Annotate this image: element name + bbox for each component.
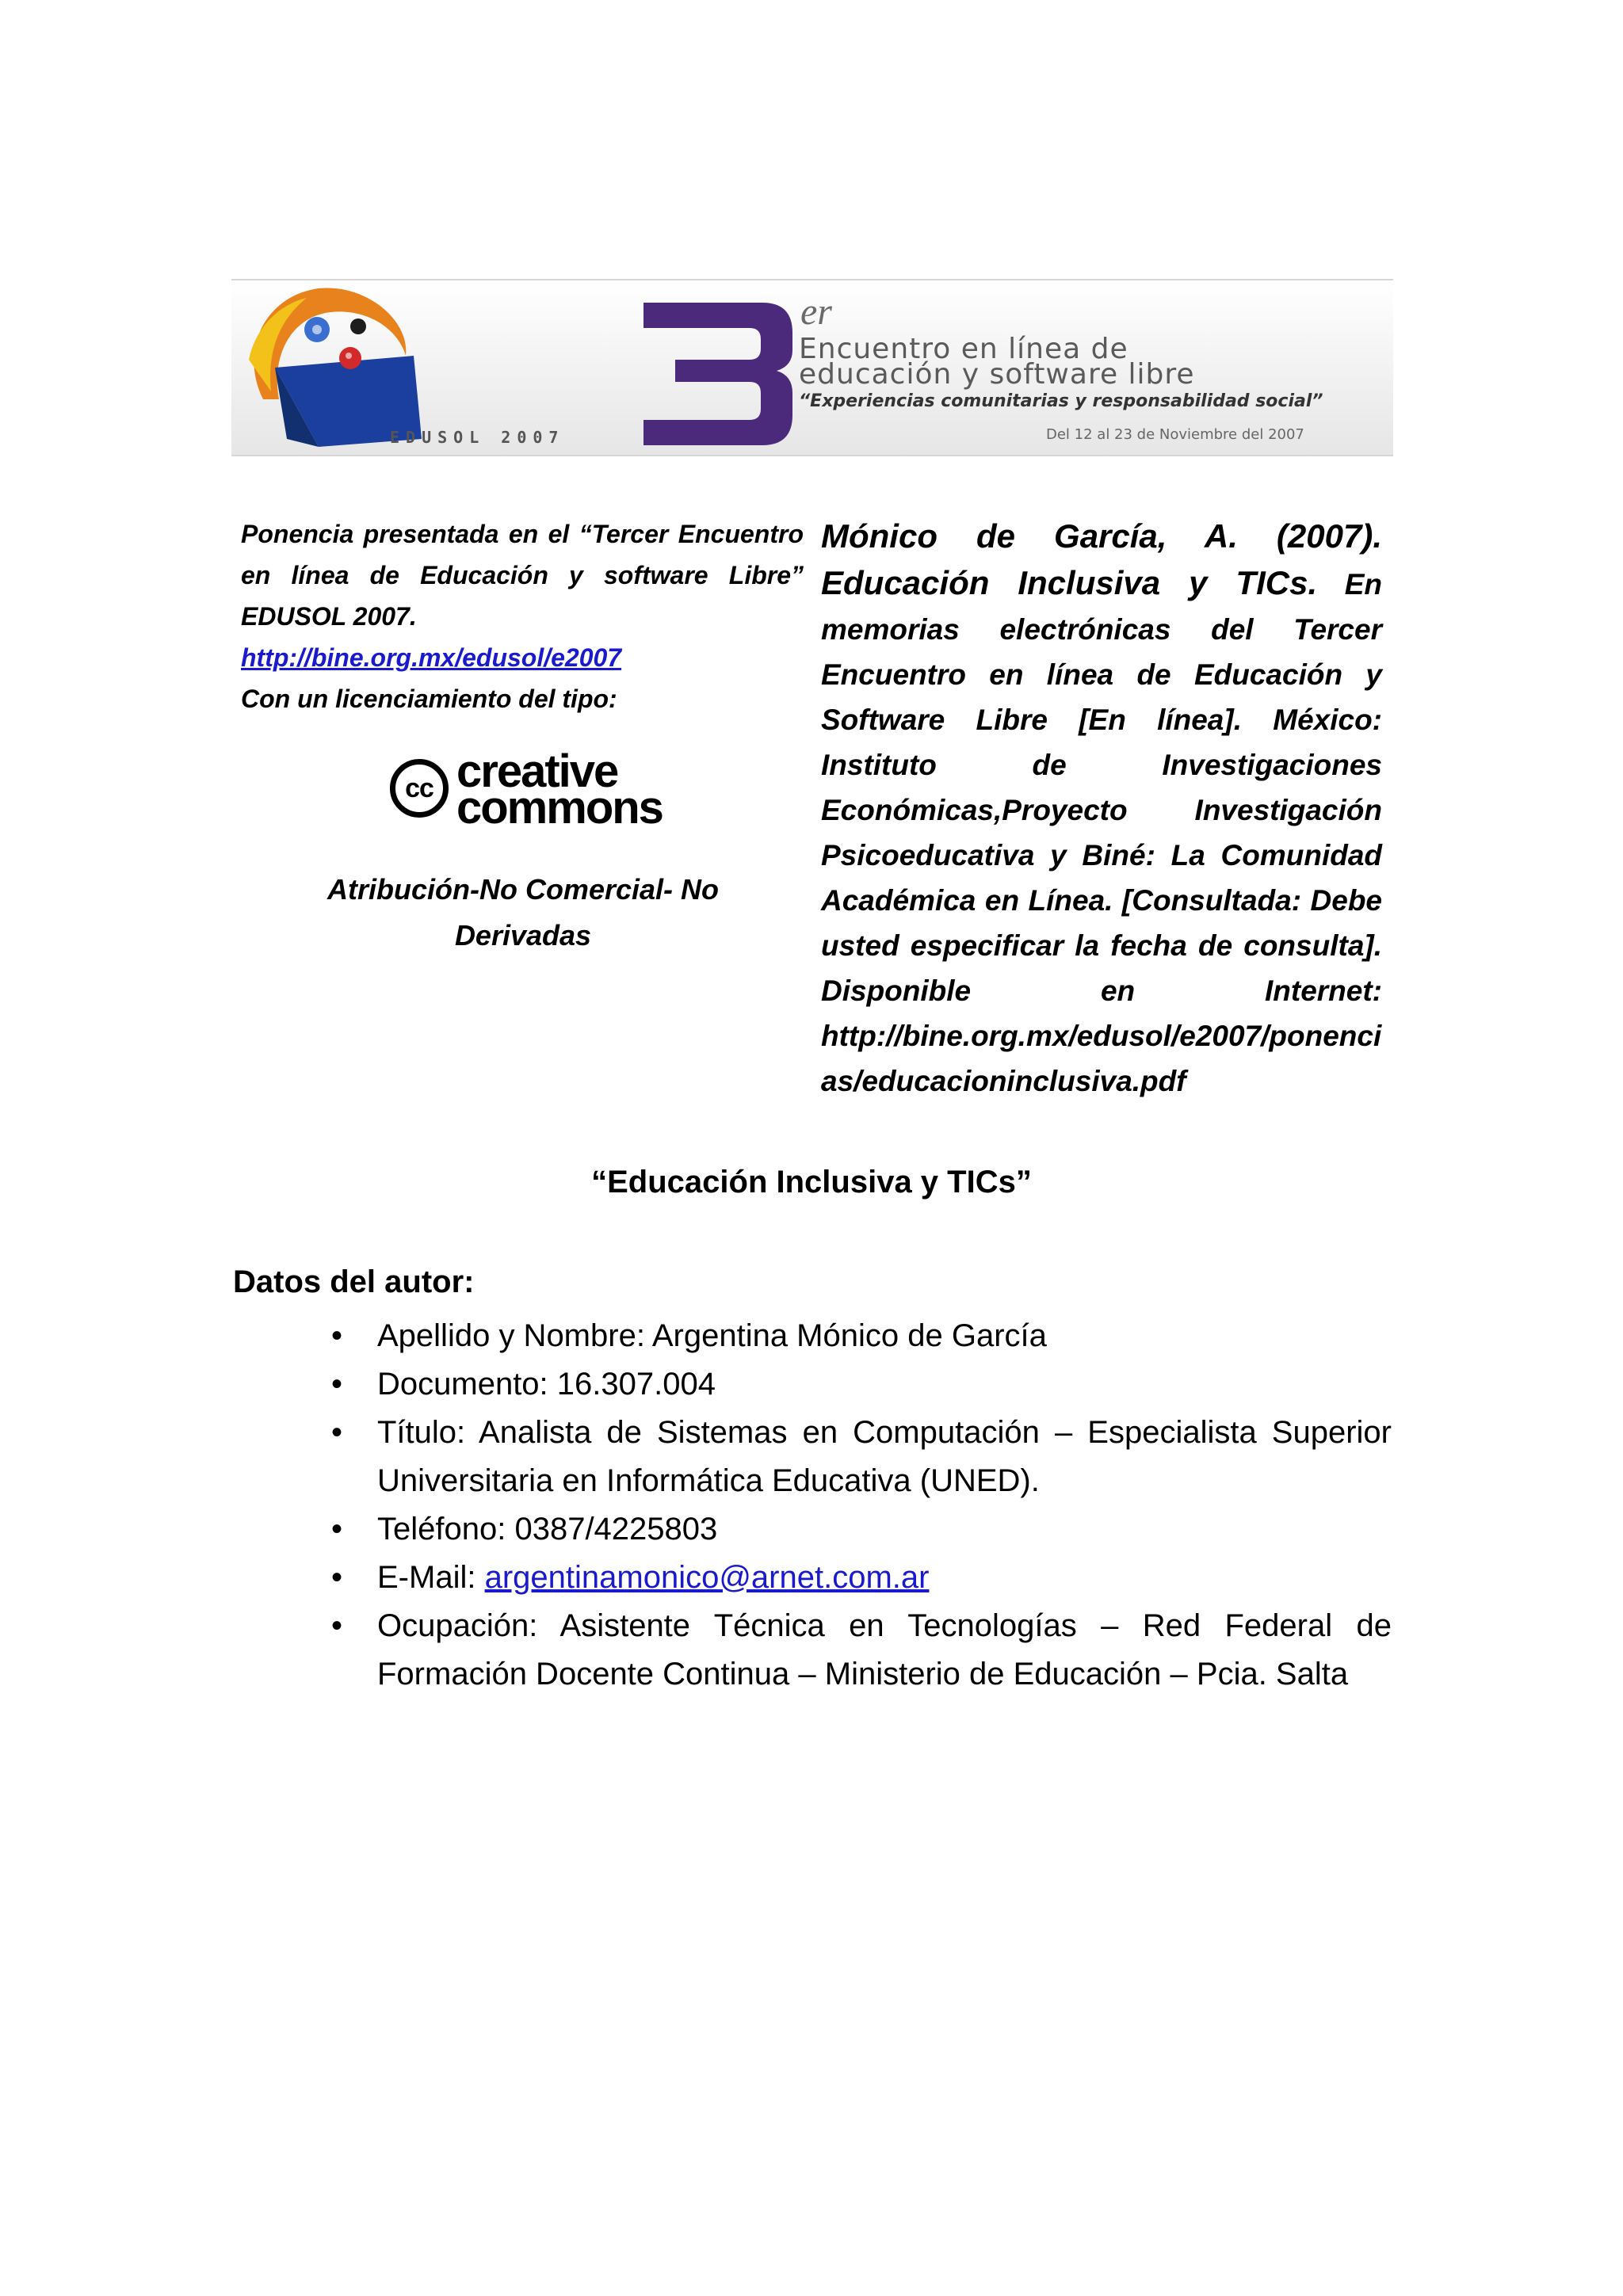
author-document: Documento: 16.307.004 xyxy=(377,1367,716,1402)
bullet-icon: • xyxy=(331,1512,343,1547)
bullet-icon: • xyxy=(331,1367,343,1402)
banner-event-line2: educación y software libre xyxy=(799,358,1195,391)
author-title: Título: Analista de Sistemas en Computación – Especialista Superior Universitaria en Informática Educativa (UNED). xyxy=(377,1415,1392,1498)
author-phone: Teléfono: 0387/4225803 xyxy=(377,1512,718,1547)
list-item xyxy=(331,1312,1392,1360)
event-banner xyxy=(231,279,1393,456)
presentation-note xyxy=(241,513,804,719)
bullet-icon: • xyxy=(331,1415,343,1450)
list-item xyxy=(331,1554,1392,1602)
author-occupation: Ocupación: Asistente Técnica en Tecnologías – Red Federal de Formación Docente Continua – Ministerio de Educación – Pcia. Salta xyxy=(377,1608,1392,1691)
list-item xyxy=(331,1602,1392,1699)
cc-logo-word-commons: commons xyxy=(456,782,663,833)
document-title: “Educación Inclusiva y TICs” xyxy=(591,1165,1032,1199)
author-heading: Datos del autor: xyxy=(233,1264,475,1299)
author-data-list xyxy=(331,1312,1392,1699)
cc-logo-word-creative: creative xyxy=(456,746,618,797)
list-item xyxy=(331,1360,1392,1409)
license-intro: Con un licenciamiento del tipo: xyxy=(241,685,617,713)
list-item xyxy=(331,1505,1392,1554)
presentation-note-text: Ponencia presentada en el “Tercer Encuentro en línea de Educación y software Libre” EDUSOL 2007. xyxy=(241,520,804,631)
list-item xyxy=(331,1409,1392,1505)
author-email-link[interactable]: argentinamonico@arnet.com.ar xyxy=(484,1560,930,1595)
license-name: Atribución-No Comercial- No Derivadas xyxy=(327,873,719,952)
banner-dates: Del 12 al 23 de Noviembre del 2007 xyxy=(1046,426,1304,443)
creative-commons-logo xyxy=(390,746,707,833)
banner-tagline: “Experiencias comunitarias y responsabilidad social” xyxy=(799,391,1323,411)
bullet-icon: • xyxy=(331,1560,343,1595)
bullet-icon: • xyxy=(331,1318,343,1353)
cc-icon: cc xyxy=(390,759,449,818)
banner-logo-caption: EDUSOL 2007 xyxy=(390,428,565,447)
citation-text: En memorias electrónicas del Tercer Encuentro en línea de Educación y Software Libre [En línea]. México: Instituto de Investigaciones Económicas,Proyecto Investigación Psicoeducativa y Biné: La Comunidad Académica en Línea. [Consultada: Debe usted especificar la fecha de consulta]. Disponible en Internet: http://bine.org.mx/edusol/e2007/ponencias/educacioninclusiva.pdf xyxy=(821,568,1382,1097)
banner-event-line1: Encuentro en línea de xyxy=(799,333,1128,365)
citation-lead: Mónico de García, A. (2007). Educación Inclusiva y TICs. xyxy=(821,517,1382,601)
email-label: E-Mail: xyxy=(377,1560,485,1595)
banner-ordinal: er xyxy=(800,291,832,333)
citation-block xyxy=(821,513,1382,1104)
edusol-link[interactable]: http://bine.org.mx/edusol/e2007 xyxy=(241,643,622,672)
bullet-icon: • xyxy=(331,1608,343,1643)
author-name: Apellido y Nombre: Argentina Mónico de García xyxy=(377,1318,1047,1353)
